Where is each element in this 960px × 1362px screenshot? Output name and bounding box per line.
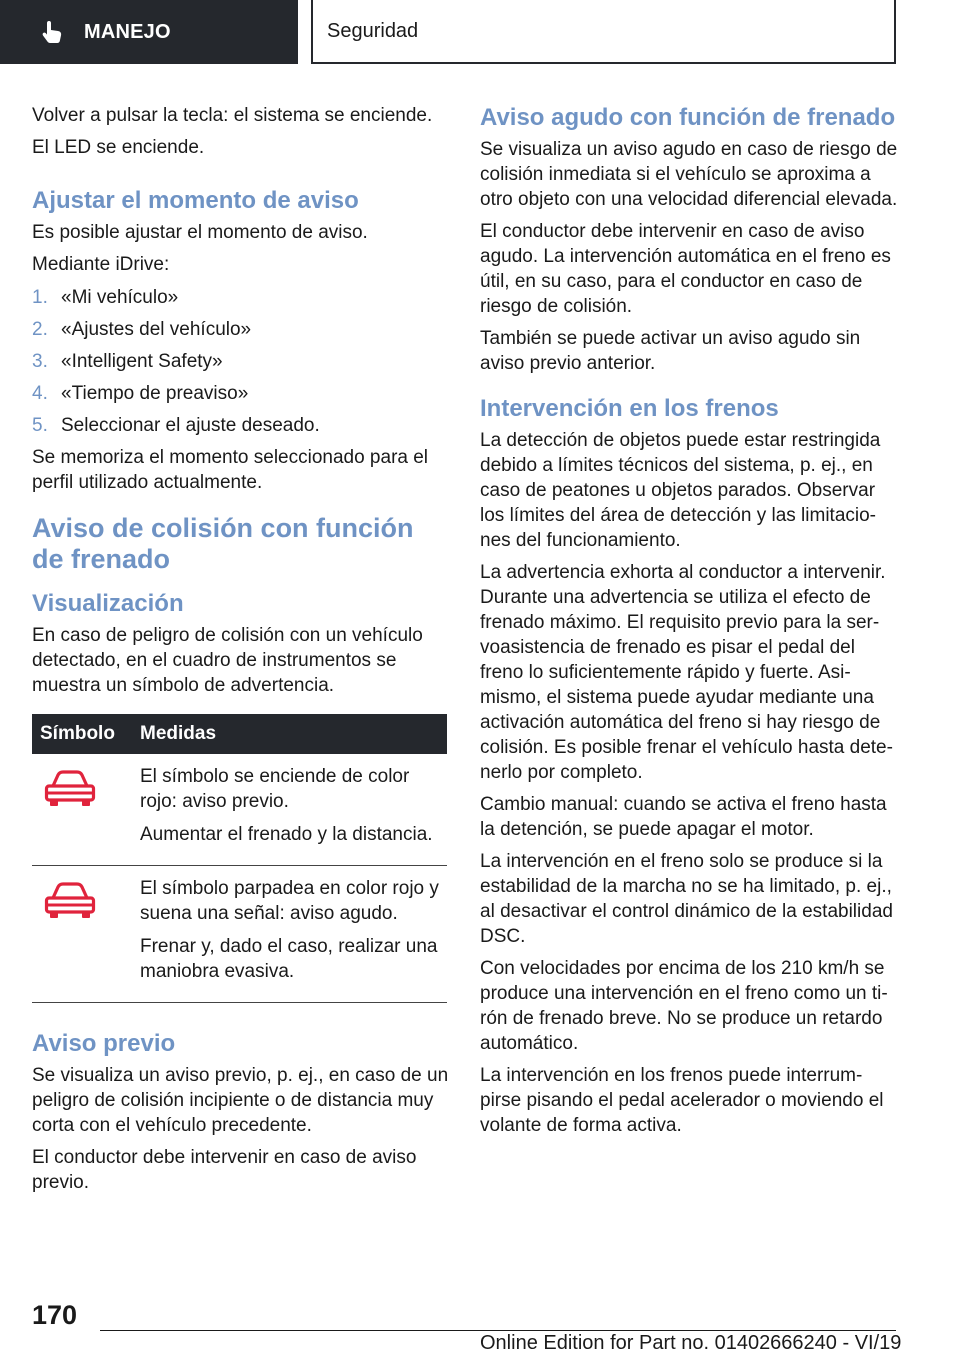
step-number: 1.: [32, 287, 48, 308]
paragraph-aviso-previo-1: Se visualiza un aviso previo, p. ej., en caso de un peligro de colisión incipiente o de distancia muy corta con el vehículo precedente.: [32, 1065, 449, 1136]
paragraph-agudo-1: Se visualiza un aviso agudo en caso de riesgo de colisión inmediata si el vehículo se aproxima a otro objeto con una velocidad diferencial elevada.: [480, 139, 898, 210]
step-text: «Mi vehículo»: [61, 287, 179, 308]
step-text: «Ajustes del vehículo»: [61, 319, 252, 340]
list-item: [32, 413, 450, 438]
paragraph-intervencion-6: La intervención en los frenos puede interrum- pirse pisando el pedal acelerador o moviendo el volante de forma activa.: [480, 1065, 884, 1136]
paragraph-intervencion-1: La detección de objetos puede estar restringida debido a límites técnicos del sistema, p. ej., en caso de peatones u objetos parados. Observar los límites del área de detección y las limitacio- nes del funcionamiento.: [480, 430, 881, 551]
page-header: [0, 0, 960, 66]
paragraph-agudo-3: También se puede activar un aviso agudo sin aviso previo anterior.: [480, 328, 861, 374]
right-column: [480, 103, 898, 1145]
car-front-warning-icon: [44, 882, 96, 920]
list-item: [32, 381, 450, 406]
measures-cell: [132, 754, 447, 866]
symbol-table: [32, 714, 447, 1003]
list-item: [32, 317, 450, 342]
section-title: MANEJO: [84, 20, 171, 43]
paragraph-aviso-previo-2: El conductor debe intervenir en caso de aviso previo.: [32, 1147, 417, 1193]
heading-ajustar-momento: Ajustar el momento de aviso: [32, 187, 359, 214]
car-front-warning-icon: [44, 770, 96, 808]
chapter-tab-seguridad: [311, 0, 896, 64]
paragraph-intervencion-3: Cambio manual: cuando se activa el freno hasta la detención, se puede apagar el motor.: [480, 794, 887, 840]
step-number: 5.: [32, 415, 48, 436]
idrive-steps-list: [32, 285, 450, 438]
paragraph-intervencion-2: La advertencia exhorta al conductor a intervenir. Durante una advertencia se utiliza el efecto de frenado máximo. El requisito previo para la ser- voasistencia de frenado es pisar el pedal del freno lo suficientemente rápido y fuerte. Asi- mismo, el sistema puede ayudar mediante una activación automática del freno si hay riesgo de colisión. Es posible frenar el vehículo hasta dete- nerlo por completo.: [480, 562, 893, 783]
left-column: [32, 103, 450, 1202]
footer-divider: [100, 1330, 896, 1331]
heading-aviso-colision: Aviso de colisión con función de frenado: [32, 513, 414, 574]
page-footer: [0, 1290, 960, 1362]
paragraph-intervencion-4: La intervención en el freno solo se produce si la estabilidad de la marcha no se ha limitado, p. ej., al desactivar el control dinámico de la estabilidad DSC.: [480, 851, 893, 947]
step-text: Seleccionar el ajuste deseado.: [61, 415, 320, 436]
measure-text: Frenar y, dado el caso, realizar una maniobra evasiva.: [140, 936, 438, 982]
chapter-title: Seguridad: [327, 19, 419, 42]
paragraph-intervencion-5: Con velocidades por encima de los 210 km/h se produce una intervención en el freno como un ti- rón de frenado breve. No se produce un retardo automático.: [480, 958, 888, 1054]
table-row: [32, 754, 447, 866]
measure-text: El símbolo se enciende de color rojo: aviso previo.: [140, 766, 410, 812]
edition-text: Online Edition for Part no. 01402666240 - VI/19: [480, 1332, 902, 1354]
measure-text: Aumentar el frenado y la distancia.: [140, 824, 433, 845]
page-number: 170: [32, 1300, 78, 1330]
list-item: [32, 349, 450, 374]
measures-cell: [132, 866, 447, 1003]
table-header-row: [32, 714, 447, 754]
column-header-measures: Medidas: [132, 714, 447, 754]
heading-aviso-previo: Aviso previo: [32, 1030, 176, 1057]
hand-pointer-icon: [40, 19, 66, 45]
symbol-cell: [32, 866, 132, 1003]
list-item: [32, 285, 450, 310]
paragraph-mediante-idrive: Mediante iDrive:: [32, 254, 170, 275]
step-number: 3.: [32, 351, 48, 372]
heading-visualizacion: Visualización: [32, 590, 184, 617]
column-header-symbol: Símbolo: [32, 714, 132, 754]
measure-text: El símbolo parpadea en color rojo y suena una señal: aviso agudo.: [140, 878, 439, 924]
table-row: [32, 866, 447, 1003]
symbol-cell: [32, 754, 132, 866]
heading-intervencion-frenos: Intervención en los frenos: [480, 395, 779, 422]
paragraph-ajustar: Es posible ajustar el momento de aviso.: [32, 222, 368, 243]
paragraph-memoriza: Se memoriza el momento seleccionado para el perfil utilizado actualmente.: [32, 447, 429, 493]
intro-paragraph-1: Volver a pulsar la tecla: el sistema se enciende.: [32, 105, 433, 126]
step-text: «Tiempo de preaviso»: [61, 383, 249, 404]
step-number: 4.: [32, 383, 48, 404]
paragraph-visualizacion: En caso de peligro de colisión con un vehículo detectado, en el cuadro de instrumentos se muestra un símbolo de advertencia.: [32, 625, 423, 696]
heading-aviso-agudo: Aviso agudo con función de frenado: [480, 104, 896, 131]
section-tab-manejo: [0, 0, 298, 64]
step-number: 2.: [32, 319, 48, 340]
intro-paragraph-2: El LED se enciende.: [32, 137, 205, 158]
step-text: «Intelligent Safety»: [61, 351, 223, 372]
paragraph-agudo-2: El conductor debe intervenir en caso de aviso agudo. La intervención automática en el freno es útil, en su caso, para el conductor en caso de riesgo de colisión.: [480, 221, 891, 317]
